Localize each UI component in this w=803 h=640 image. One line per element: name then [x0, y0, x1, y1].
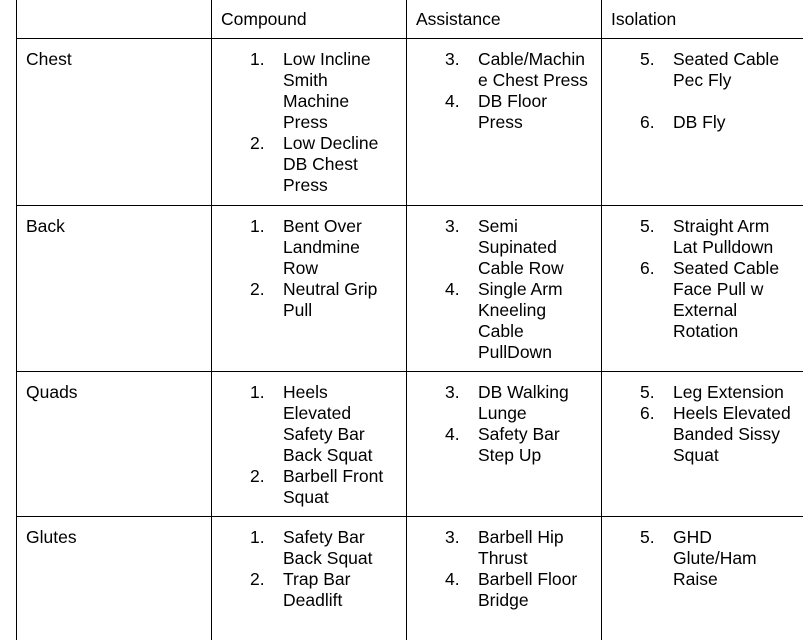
exercise-name: Seated Cable Face Pull w External Rotation [673, 258, 780, 341]
list-item [640, 527, 800, 590]
list-number: 3. [445, 49, 460, 69]
list-number: 1. [250, 382, 265, 402]
back-compound-list [250, 216, 400, 321]
list-item [445, 279, 595, 363]
column-divider [211, 0, 212, 640]
list-item [640, 112, 800, 133]
exercise-name: Safety Bar Back Squat [283, 527, 373, 568]
exercise-name: Single Arm Kneeling Cable PullDown [478, 279, 563, 362]
glutes-isolation-list [640, 527, 800, 590]
exercise-name: Cable/Machin e Chest Press [478, 49, 588, 90]
list-item [250, 216, 400, 279]
exercise-name: Low Incline Smith Machine Press [283, 49, 371, 132]
column-divider [16, 0, 17, 640]
list-item [445, 527, 595, 569]
exercise-name: Trap Bar Deadlift [283, 569, 351, 610]
chest-compound-list [250, 49, 390, 196]
chest-isolation-list [640, 49, 800, 133]
list-number: 5. [640, 49, 655, 69]
list-item [445, 569, 595, 611]
list-number: 5. [640, 527, 655, 547]
list-number: 3. [445, 527, 460, 547]
list-item [445, 49, 595, 91]
exercise-name: Barbell Floor Bridge [478, 569, 578, 610]
exercise-name: Heels Elevated Banded Sissy Squat [673, 403, 791, 465]
list-number: 4. [445, 279, 460, 299]
list-number: 6. [640, 403, 655, 423]
row-divider [16, 371, 803, 372]
header-compound: Compound [221, 9, 307, 29]
list-number: 5. [640, 216, 655, 236]
list-item [250, 466, 400, 508]
list-item [445, 91, 595, 133]
row-divider [16, 205, 803, 206]
row-label-glutes: Glutes [26, 527, 77, 547]
chest-assistance-list [445, 49, 595, 133]
list-number: 6. [640, 258, 655, 278]
exercise-name: Semi Supinated Cable Row [478, 216, 564, 278]
row-label-chest: Chest [26, 49, 72, 69]
list-item [445, 382, 595, 424]
list-item [640, 258, 800, 342]
list-number: 1. [250, 216, 265, 236]
list-number: 1. [250, 49, 265, 69]
exercise-name: Low Decline DB Chest Press [283, 133, 379, 195]
glutes-compound-list [250, 527, 400, 611]
row-divider [16, 516, 803, 517]
list-item [250, 49, 390, 133]
list-item [640, 403, 800, 466]
list-number: 4. [445, 424, 460, 444]
list-item [640, 382, 800, 403]
exercise-name: Barbell Front Squat [283, 466, 384, 507]
list-item [250, 279, 400, 321]
list-item [250, 569, 400, 611]
quads-isolation-list [640, 382, 800, 466]
list-number: 5. [640, 382, 655, 402]
exercise-name: Heels Elevated Safety Bar Back Squat [283, 382, 373, 465]
list-number: 3. [445, 216, 460, 236]
exercise-name: Safety Bar Step Up [478, 424, 560, 465]
list-number: 2. [250, 279, 265, 299]
exercise-name: DB Fly [673, 112, 726, 132]
exercise-name: Neutral Grip Pull [283, 279, 378, 320]
list-number: 2. [250, 466, 265, 486]
row-divider [16, 38, 803, 39]
back-assistance-list [445, 216, 595, 363]
list-item [640, 216, 800, 258]
exercise-name: GHD Glute/Ham Raise [673, 527, 757, 589]
list-number: 2. [250, 133, 265, 153]
row-label-back: Back [26, 216, 65, 236]
list-number: 2. [250, 569, 265, 589]
column-divider [406, 0, 407, 640]
header-isolation: Isolation [611, 9, 677, 29]
list-number: 3. [445, 382, 460, 402]
column-divider [601, 0, 602, 640]
quads-assistance-list [445, 382, 595, 466]
back-isolation-list [640, 216, 800, 342]
list-number: 1. [250, 527, 265, 547]
list-number: 4. [445, 91, 460, 111]
glutes-assistance-list [445, 527, 595, 611]
list-item [445, 216, 595, 279]
exercise-name: DB Floor Press [478, 91, 548, 132]
header-assistance: Assistance [416, 9, 501, 29]
list-item [640, 49, 800, 91]
list-item [250, 527, 400, 569]
exercise-name: Bent Over Landmine Row [283, 216, 362, 278]
exercise-name: DB Walking Lunge [478, 382, 569, 423]
row-label-quads: Quads [26, 382, 78, 402]
list-number: 4. [445, 569, 460, 589]
exercise-name: Seated Cable Pec Fly [673, 49, 780, 90]
exercise-name: Barbell Hip Thrust [478, 527, 564, 568]
list-item [250, 382, 400, 466]
list-number: 6. [640, 112, 655, 132]
list-item [250, 133, 390, 196]
exercise-name: Straight Arm Lat Pulldown [673, 216, 774, 257]
list-item [445, 424, 595, 466]
exercise-name: Leg Extension [673, 382, 784, 402]
quads-compound-list [250, 382, 400, 508]
